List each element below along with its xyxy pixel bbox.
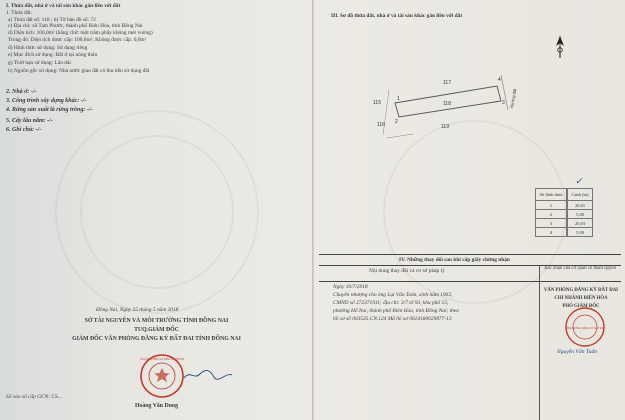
length-cell: 20,03	[568, 219, 593, 228]
vertex-cell: 2	[536, 210, 567, 219]
confirming-office: VĂN PHÒNG ĐĂNG KÝ ĐẤT ĐAI	[543, 288, 619, 293]
gcn-registry-number: Số vào sổ cấp GCN: CS...	[6, 394, 62, 400]
usage-purpose-line: e) Mục đích sử dụng: Đất ở tại nông thôn	[8, 52, 98, 58]
parcel-sketch	[373, 60, 533, 160]
vertex-2: 2	[395, 119, 398, 125]
other-construction-item: 3. Công trình xây dựng khác: -/-	[6, 98, 87, 104]
land-parcel-heading: 1. Thửa đất:	[6, 10, 33, 16]
section-4-title: IV. Những thay đổi sau khi cấp giấy chứng nhận	[399, 257, 510, 263]
area-line: d) Diện tích: 100,0m² (bằng chữ: một trăm phẩy không mét vuông)	[8, 30, 153, 36]
edge-length-table	[535, 188, 567, 237]
confirming-signer-name: Nguyễn Văn Tuấn	[557, 349, 598, 355]
change-content-column-header: Nội dung thay đổi và cơ sở pháp lý	[369, 268, 445, 274]
usage-form-line: đ) Hình thức sử dụng: Sử dụng riêng	[8, 45, 88, 51]
length-cell: 5,00	[568, 210, 593, 219]
right-page	[313, 0, 625, 420]
seal-text: VĂN PHÒNG ĐĂNG KÝ ĐẤT ĐAI	[565, 327, 605, 330]
office-director-title: GIÁM ĐỐC VĂN PHÒNG ĐĂNG KÝ ĐẤT ĐAI TỈNH ĐỒNG NAI	[72, 336, 241, 342]
planted-forest-item: 4. Rừng sản xuất là rừng trồng: -/-	[6, 107, 93, 113]
official-red-seal	[138, 352, 186, 400]
area-detail-line: Trong đó: Diện tích được cấp: 100,0m²; Không được cấp: 0,0m²	[8, 37, 147, 43]
length-column-header: Cạnh (m)	[568, 189, 593, 201]
column-divider	[539, 265, 540, 420]
section-3-title: III. Sơ đồ thửa đất, nhà ở và tài sản khác gắn liền với đất	[331, 13, 463, 19]
authorization-line: TUQ.GIÁM ĐỐC	[134, 327, 179, 333]
page-fold	[312, 0, 314, 420]
vertex-cell: 4	[536, 228, 567, 237]
notes-item: 6. Ghi chú: -/-	[6, 127, 42, 133]
handwritten-mark: ✓	[575, 176, 583, 186]
edge-length-values	[567, 188, 593, 237]
seal-text: TÀI NGUYÊN VÀ MÔI TRƯỜNG	[139, 357, 185, 361]
length-cell: 5,00	[568, 228, 593, 237]
confirming-branch: CHI NHÁNH BIÊN HÒA	[554, 296, 608, 301]
change-line-2: CMND số 272371911; địa chỉ: 3/7 tổ 93, khu phố 13,	[333, 300, 449, 306]
issuing-department: SỞ TÀI NGUYÊN VÀ MÔI TRƯỜNG TỈNH ĐỒNG NAI	[84, 318, 229, 324]
vertex-4: 4	[498, 77, 501, 83]
change-line-3: phường Hố Nai, thành phố Biên Hòa, tỉnh Đồng Nai; theo	[333, 308, 459, 314]
usage-origin-line: h) Nguồn gốc sử dụng: Nhà nước giao đất có thu tiền sử dụng đất	[8, 68, 150, 74]
vertex-cell: 1	[536, 201, 567, 210]
perennial-trees-item: 5. Cây lâu năm: -/-	[6, 118, 53, 124]
house-item: 2. Nhà ở: -/-	[6, 89, 37, 95]
label-115: 115	[373, 100, 381, 106]
vertex-3: 3	[502, 100, 505, 106]
road-label: Đường đất	[509, 88, 518, 109]
change-line-4: hồ sơ số 003535.CN.124 Mã hồ sơ 0614180029877-13	[333, 316, 452, 322]
issue-date: Đồng Nai, Ngày 25 tháng 5 năm 2018	[96, 307, 179, 313]
change-date: Ngày 10/7/2018	[333, 284, 368, 290]
section-1-title: I. Thửa đất, nhà ở và tài sản khác gắn liền với đất	[6, 3, 121, 9]
label-117: 117	[443, 80, 451, 86]
section-divider	[319, 254, 621, 255]
parcel-number-line: a) Thửa đất số: 118 ; b) Tờ bản đồ số: 72	[8, 17, 96, 23]
label-118: 118	[443, 101, 451, 107]
vertex-column-header: Số đỉnh thửa	[536, 189, 567, 201]
confirming-title: PHÓ GIÁM ĐỐC	[562, 304, 600, 309]
north-arrow-icon	[553, 34, 567, 60]
director-signature	[182, 368, 234, 382]
address-line: c) Địa chỉ: xã Tam Phước, thành phố Biên Hòa, tỉnh Đồng Nai	[8, 23, 143, 29]
label-119: 119	[441, 124, 449, 130]
vertex-cell: 3	[536, 219, 567, 228]
watermark-emblem-inner	[80, 135, 234, 289]
office-red-seal	[563, 305, 607, 349]
label-116: 116	[377, 122, 385, 128]
change-line-1: Chuyển nhượng cho ông Lại Văn Toản, sinh năm 1963,	[333, 292, 453, 298]
length-cell: 20,01	[568, 201, 593, 210]
signer-name: Hoàng Văn Dung	[134, 403, 179, 409]
vertex-1: 1	[397, 96, 400, 102]
usage-term-line: g) Thời hạn sử dụng: Lâu dài	[8, 60, 71, 66]
authority-confirmation-column-header: Xác nhận của cơ quan có thẩm quyền	[544, 266, 616, 271]
table-header-bottom-line	[319, 281, 621, 282]
